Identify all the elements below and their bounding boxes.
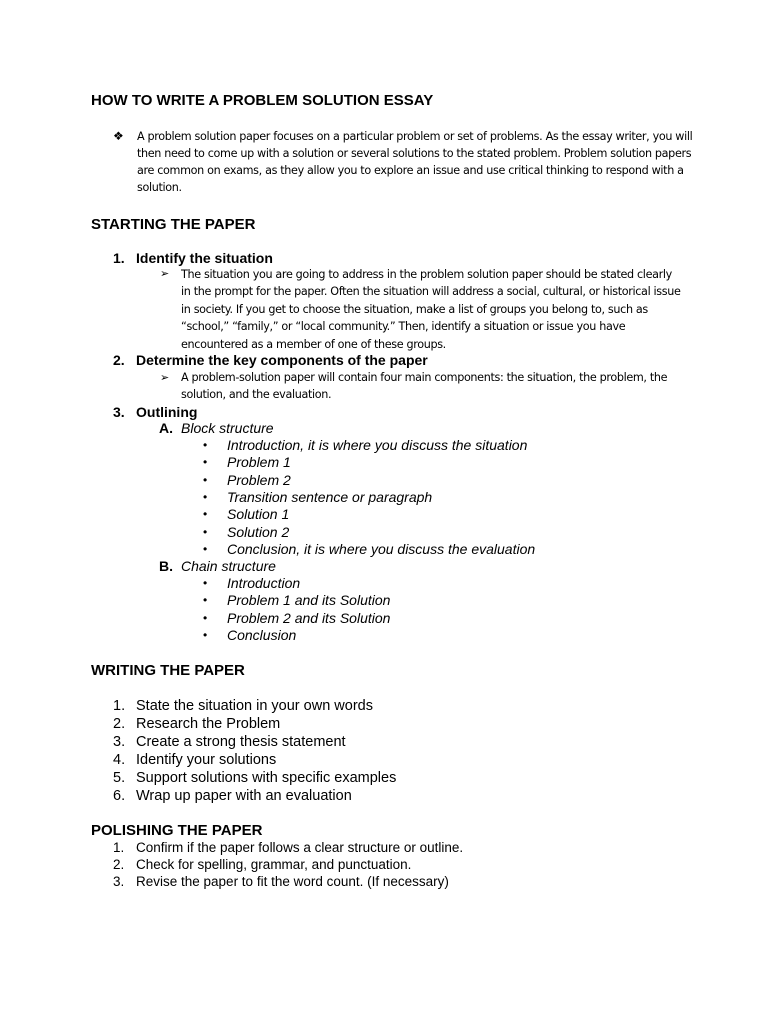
arrow-bullet-icon: ➢ [160, 372, 170, 384]
chain-bullet-1: Introduction [227, 575, 301, 591]
item-label: Outlining [136, 404, 198, 420]
polishing-item-number: 2. [113, 857, 125, 872]
starting-item-3 [113, 404, 513, 422]
starting-item-2 [113, 352, 513, 370]
block-bullet-4: Transition sentence or paragraph [227, 489, 433, 505]
chain-structure-label: Chain structure [181, 558, 276, 574]
writing-item-number: 3. [113, 734, 126, 750]
block-bullet-6: Solution 2 [227, 524, 290, 540]
chain-bullet-3: Problem 2 and its Solution [227, 610, 391, 626]
bullet-icon: • [203, 593, 208, 607]
block-bullet-2: Problem 1 [227, 454, 291, 470]
item-label: Determine the key components of the paper [136, 352, 428, 368]
outline-letter-a: A. [159, 420, 173, 436]
section-heading-starting: STARTING THE PAPER [91, 216, 256, 233]
bullet-icon: • [203, 490, 208, 504]
block-bullet-1: Introduction, it is where you discuss the situation [227, 437, 528, 453]
polishing-item-1: Confirm if the paper follows a clear structure or outline. [136, 840, 464, 855]
outline-letter-b: B. [159, 558, 173, 574]
polishing-item-3: Revise the paper to fit the word count. (If necessary) [136, 874, 449, 889]
block-bullet-3: Problem 2 [227, 472, 291, 488]
writing-item-3: Create a strong thesis statement [136, 734, 346, 750]
writing-item-number: 1. [113, 698, 126, 714]
writing-item-6: Wrap up paper with an evaluation [136, 788, 352, 804]
writing-item-2: Research the Problem [136, 716, 281, 732]
chain-bullet-4: Conclusion [227, 627, 297, 643]
bullet-icon: • [203, 473, 208, 487]
writing-item-number: 2. [113, 716, 126, 732]
polishing-item-2: Check for spelling, grammar, and punctuation. [136, 857, 412, 872]
bullet-icon: • [203, 525, 208, 539]
item-label: Identify the situation [136, 250, 273, 266]
polishing-item-number: 3. [113, 874, 125, 889]
diamond-bullet-icon: ❖ [113, 129, 124, 143]
arrow-bullet-icon: ➢ [160, 268, 170, 280]
writing-item-number: 6. [113, 788, 126, 804]
intro-paragraph: A problem solution paper focuses on a particular problem or set of problems. As the essay writer, you will then need to come up with a solution or several solutions to the stated problem. Problem solution papers are common on exams, as they allow you to explore an issue and use critical thinking to respond with a solution. [137, 130, 693, 194]
writing-item-5: Support solutions with specific examples [136, 770, 397, 786]
bullet-icon: • [203, 438, 208, 452]
writing-item-number: 4. [113, 752, 126, 768]
bullet-icon: • [203, 611, 208, 625]
polishing-item-number: 1. [113, 840, 125, 855]
writing-item-1: State the situation in your own words [136, 698, 373, 714]
situation-paragraph: The situation you are going to address in the problem solution paper should be stated clearly in the prompt for the paper. Often the situation will address a social, cultural, or historical issue in society. If you get to choose the situation, make a list of groups you belong to, such as “school,” “family,” or “local community.” Then, identify a situation or issue you have encountered as a member of one of these groups. [181, 268, 681, 351]
bullet-icon: • [203, 628, 208, 642]
item-number: 1. [113, 250, 125, 266]
bullet-icon: • [203, 542, 208, 556]
writing-item-number: 5. [113, 770, 126, 786]
page-title: HOW TO WRITE A PROBLEM SOLUTION ESSAY [91, 92, 434, 109]
item-number: 2. [113, 352, 125, 368]
bullet-icon: • [203, 455, 208, 469]
block-bullet-7: Conclusion, it is where you discuss the evaluation [227, 541, 536, 557]
chain-bullet-2: Problem 1 and its Solution [227, 592, 391, 608]
block-bullet-5: Solution 1 [227, 506, 290, 522]
section-heading-polishing: POLISHING THE PAPER [91, 822, 263, 839]
components-paragraph: A problem-solution paper will contain four main components: the situation, the problem, the solution, and the evaluation. [181, 371, 668, 402]
item-number: 3. [113, 404, 125, 420]
bullet-icon: • [203, 576, 208, 590]
block-structure-label: Block structure [181, 420, 274, 436]
section-heading-writing: WRITING THE PAPER [91, 662, 245, 679]
writing-item-4: Identify your solutions [136, 752, 277, 768]
bullet-icon: • [203, 507, 208, 521]
